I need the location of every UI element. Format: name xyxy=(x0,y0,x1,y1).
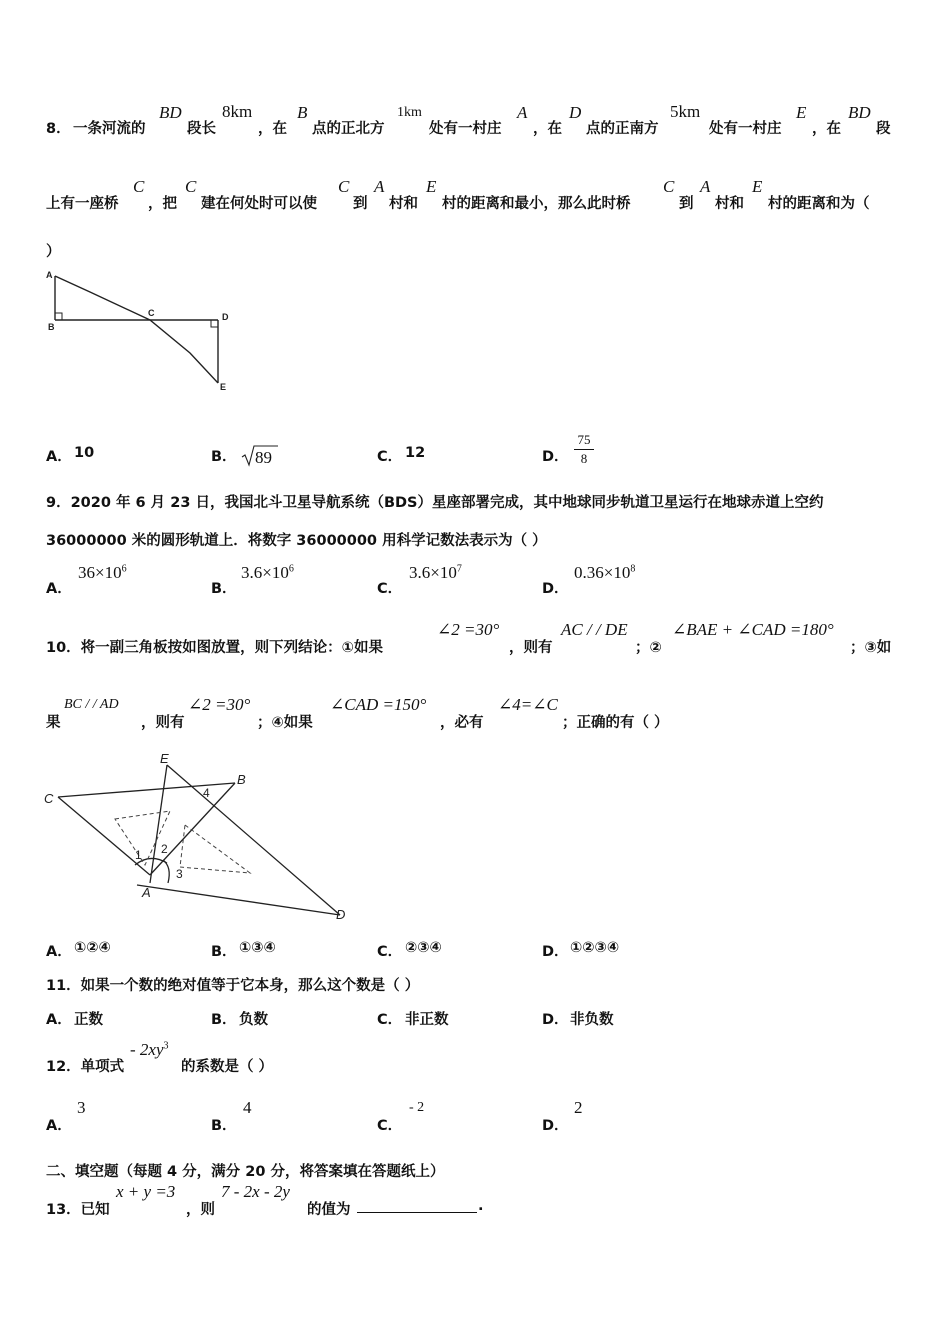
option-label: A． xyxy=(46,1118,72,1134)
option-label: A． xyxy=(46,944,72,960)
sqrt-radicand: 89 xyxy=(255,448,272,467)
option-value: ①③④ xyxy=(239,940,276,956)
sci-exponent: 7 xyxy=(456,563,462,575)
q8-text: 村和 xyxy=(715,196,744,212)
q10-text: ；④如果 xyxy=(257,715,313,731)
option-value xyxy=(574,563,635,583)
segment-ad xyxy=(137,885,340,915)
q8-math-c: C xyxy=(338,177,350,196)
option-value xyxy=(78,563,127,583)
q8-text: ，在 xyxy=(812,121,841,137)
q8-math-5km: 5km xyxy=(670,102,701,121)
option-label: D． xyxy=(542,1012,569,1028)
q9-stem-line1: 9．2020 年 6 月 23 日，我国北斗卫星导航系统（BDS）星座部署完成，其中地球同步轨道卫星运行在地球赤道上空约 xyxy=(46,495,824,511)
option-label: C． xyxy=(377,944,403,960)
option-label: B． xyxy=(211,944,237,960)
q8-text: 段长 xyxy=(187,121,216,137)
label-a: A xyxy=(46,270,53,280)
label-d: D xyxy=(222,312,229,322)
q10-math: ∠2 =30° xyxy=(188,695,251,714)
q8-text: 村的距离和为（ xyxy=(768,196,870,212)
q10-math: AC / / DE xyxy=(561,620,628,639)
numerator: 75 xyxy=(577,432,591,447)
q8-text: ，在 xyxy=(258,121,287,137)
q13-text: ，则 xyxy=(186,1202,215,1218)
q10-text: ，则有 xyxy=(141,715,185,731)
sci-exponent: 6 xyxy=(121,563,127,575)
sci-base: 3.6×10 xyxy=(241,563,289,582)
option-value: 3 xyxy=(77,1098,86,1117)
angle-arc-3 xyxy=(163,860,169,883)
sci-base: 36×10 xyxy=(78,563,122,582)
q8-math-e: E xyxy=(426,177,437,196)
q8-math-c: C xyxy=(133,177,145,196)
option-label: B． xyxy=(211,1012,237,1028)
option-label: A． xyxy=(46,449,72,465)
option-label: C． xyxy=(377,581,403,597)
angle-label-4: 4 xyxy=(203,786,210,800)
q10-math: ∠2 =30° xyxy=(437,620,500,639)
option-value: 12 xyxy=(405,445,426,461)
fraction xyxy=(574,432,594,467)
option-value xyxy=(241,563,294,583)
q13-math: 7 - 2x - 2y xyxy=(221,1182,290,1201)
q10-text: ，则有 xyxy=(509,640,553,656)
sci-exponent: 6 xyxy=(288,563,294,575)
q8-math-e: E xyxy=(796,103,807,122)
option-label: D． xyxy=(542,1118,569,1134)
option-label: B． xyxy=(211,1118,237,1134)
option-label: B． xyxy=(211,449,237,465)
q8-text: 到 xyxy=(679,196,694,212)
label-e: E xyxy=(220,382,227,392)
denominator: 8 xyxy=(580,451,588,466)
q8-text: 处有一村庄 xyxy=(429,121,502,137)
q12-math xyxy=(130,1040,169,1060)
q8-text: 处有一村庄 xyxy=(709,121,782,137)
q8-text: 上有一座桥 xyxy=(46,196,119,212)
option-label: C． xyxy=(377,1118,403,1134)
right-angle-b xyxy=(55,313,62,320)
q8-text: ，把 xyxy=(148,196,177,212)
q8-text: 村的距离和最小，那么此时桥 xyxy=(442,196,631,212)
q13-text: 的值为 xyxy=(307,1202,351,1218)
q8-text: 建在何处时可以使 xyxy=(201,196,317,212)
q10-text: 10．将一副三角板按如图放置，则下列结论：①如果 xyxy=(46,640,383,656)
label-c: C xyxy=(148,308,155,318)
angle-label-3: 3 xyxy=(176,867,183,881)
option-value: 非正数 xyxy=(405,1012,449,1028)
monomial-exponent: 3 xyxy=(163,1040,169,1052)
q8-close-paren: ） xyxy=(46,244,61,260)
q12-text: 12．单项式 xyxy=(46,1059,125,1075)
option-label: D． xyxy=(542,581,569,597)
monomial: - 2xy xyxy=(130,1040,164,1059)
option-value: 2 xyxy=(574,1098,583,1117)
option-value: 4 xyxy=(243,1098,252,1117)
q8-math-c: C xyxy=(185,177,197,196)
q8-number: 8． xyxy=(46,121,71,137)
fraction-bar xyxy=(574,449,594,450)
option-label: B． xyxy=(211,581,237,597)
option-label: A． xyxy=(46,1012,72,1028)
option-value: 负数 xyxy=(239,1012,268,1028)
label-d: D xyxy=(336,907,346,922)
q10-math: ∠4=∠C xyxy=(498,695,558,714)
segment-ed xyxy=(167,765,340,915)
sci-base: 3.6×10 xyxy=(409,563,457,582)
q8-math-e: E xyxy=(752,177,763,196)
q8-text: 村和 xyxy=(389,196,418,212)
q10-math: ∠CAD =150° xyxy=(330,695,427,714)
q8-text: 到 xyxy=(353,196,368,212)
option-label: A． xyxy=(46,581,72,597)
option-label: D． xyxy=(542,944,569,960)
option-label: D． xyxy=(542,449,569,465)
angle-label-2: 2 xyxy=(161,842,168,856)
q8-text: 段 xyxy=(876,121,891,137)
option-value: - 2 xyxy=(409,1100,425,1115)
sci-base: 0.36×10 xyxy=(574,563,631,582)
q9-stem-line2: 36000000 米的圆形轨道上．将数字 36000000 用科学记数法表示为（ ） xyxy=(46,533,547,549)
label-a: A xyxy=(142,885,151,900)
option-value: 非负数 xyxy=(570,1012,614,1028)
q8-math-a: A xyxy=(517,103,528,122)
q13-text: 13．已知 xyxy=(46,1202,110,1218)
q13-math: x + y =3 xyxy=(116,1182,176,1201)
q8-math-1km: 1km xyxy=(397,105,422,120)
option-value: ①②④ xyxy=(74,940,111,956)
q8-math-d: D xyxy=(569,103,582,122)
dashed-triangle-left xyxy=(115,811,170,865)
option-value: ①②③④ xyxy=(570,940,620,956)
q8-text: 点的正北方 xyxy=(312,121,385,137)
q10-text: ；正确的有（ ） xyxy=(562,715,669,731)
q10-math: ∠BAE + ∠CAD =180° xyxy=(672,620,834,639)
q8-text: ，在 xyxy=(533,121,562,137)
label-b: B xyxy=(237,772,246,787)
q8-math-c: C xyxy=(663,177,675,196)
dashed-triangle-right xyxy=(180,825,250,873)
sci-exponent: 8 xyxy=(630,563,636,575)
q8-math-a: A xyxy=(374,177,385,196)
q8-figure xyxy=(40,268,240,396)
q12-text: 的系数是（ ） xyxy=(181,1059,274,1075)
option-value: 正数 xyxy=(74,1012,103,1028)
q8-math-a: A xyxy=(700,177,711,196)
q8-math-bd: BD xyxy=(848,103,871,122)
q8-math-8km: 8km xyxy=(222,102,253,121)
q8-math-b: B xyxy=(297,103,308,122)
label-b: B xyxy=(48,322,55,332)
label-c: C xyxy=(44,791,54,806)
option-label: C． xyxy=(377,449,403,465)
option-value: 10 xyxy=(74,445,95,461)
q13-text: . xyxy=(478,1198,484,1214)
option-value xyxy=(409,563,462,583)
label-e: E xyxy=(160,751,169,766)
q10-text: ，必有 xyxy=(440,715,484,731)
q10-text: ；③如 xyxy=(850,640,892,656)
q8-text: 一条河流的 xyxy=(73,121,146,137)
option-label: C． xyxy=(377,1012,403,1028)
q8-math-bd: BD xyxy=(159,103,182,122)
q10-figure xyxy=(40,745,360,925)
section-title: 二、填空题（每题 4 分，满分 20 分，将答案填在答题纸上） xyxy=(46,1164,445,1180)
q11-stem: 11．如果一个数的绝对值等于它本身，那么这个数是（ ） xyxy=(46,978,420,994)
right-angle-d xyxy=(211,320,218,327)
angle-label-1: 1 xyxy=(135,848,142,862)
answer-blank[interactable] xyxy=(357,1198,477,1213)
q10-text: 果 xyxy=(46,715,61,731)
q8-text: 点的正南方 xyxy=(586,121,659,137)
q10-text: ；② xyxy=(635,640,662,656)
option-value: ②③④ xyxy=(405,940,442,956)
q10-math: BC / / AD xyxy=(64,697,119,712)
path-a-c-e xyxy=(55,276,218,383)
